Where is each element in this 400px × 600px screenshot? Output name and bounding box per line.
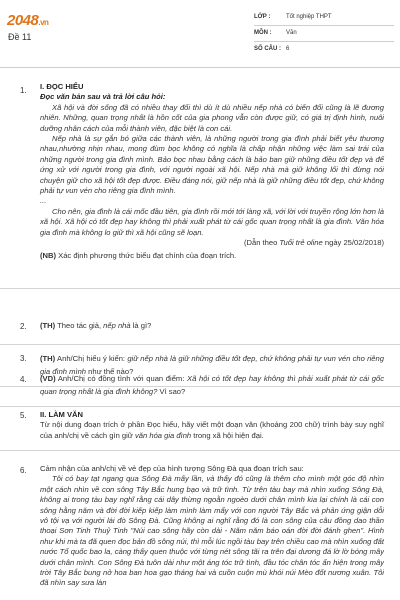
exam-code: Đề 11 <box>8 32 32 42</box>
question-divider <box>0 288 400 289</box>
section-title: II. LÀM VĂN <box>40 410 84 419</box>
divider <box>254 41 394 42</box>
passage-paragraph: Cho nên, gia đình là cái mốc đầu tiên, gia đình rồi mới tới làng xã, với lời với truyền rộng lớn hơn là xã hội. Xã hội có tốt đẹp hay không thì phải xuất phát từ cái gốc quan trọng nhất là gia đình. Văn hóa gia đình mà không lo giữ thì xã hội cũng sẽ loạn. <box>40 206 384 237</box>
instruction: Đọc văn bản sau và trả lời câu hỏi: <box>40 92 166 102</box>
question-divider <box>0 344 400 345</box>
question-divider <box>0 450 400 451</box>
question-task: (NB) Xác định phương thức biểu đạt chính của đoạn trích. <box>40 250 237 260</box>
question-number: 5. <box>20 411 27 420</box>
header-divider <box>0 67 400 68</box>
question-6 <box>40 464 384 600</box>
passage-paragraph: Xã hội và đời sống đã có nhiều thay đổi thì dù ít dù nhiều nếp nhà có biến đổi cũng là lẽ đương nhiên. Những, quan trọng nhất là hồn cốt của gia phong vẫn còn được giữ, có giá trị định hình, nuôi dưỡng nhân cách của mỗi thành viên, đặc biệt là con cái. <box>40 102 384 133</box>
divider <box>254 25 394 26</box>
site-logo[interactable]: 2048.vn <box>7 12 49 29</box>
question-number: 6. <box>20 466 27 475</box>
question-number: 1. <box>20 86 27 95</box>
question-1 <box>40 82 384 261</box>
passage-paragraph: Nếp nhà là sự gắn bó giữa các thành viên, là những người trong gia đình phải biết yêu thương nhau,nhường nhịn nhau, mong đùm bọc không có nghĩa là chấp nhận những việc làm sai trái của những người trong gia đình mình. Bảo bọc nhau bằng cách là bảo ban giữ những điều tốt đẹp và để ứng xử với người trong gia đình, với người ngoài xã hội. Nếp nhà mà giữ không lối thì đừng nói chuyện giữ cho xã hội tốt đẹp được. Điều đáng nói, giữ nếp nhà là giữ những điều tốt đẹp, chứ không phải tự vun vén cho riêng gia đình mình. <box>40 134 384 196</box>
passage-ellipsis: ... <box>40 196 47 206</box>
section-title: I. ĐỌC HIỂU <box>40 82 84 91</box>
question-4: (VD) Anh/Chị có đồng tình với quan điểm: Xã hội có tốt đẹp hay không thì phải xuất phát từ cái gốc quan trọng nhất là gia đình không? Vì sao? <box>40 374 384 396</box>
question-5: II. LÀM VĂN Từ nội dung đoạn trích ở phần Đọc hiểu, hãy viết một đoạn văn (khoảng 200 chữ) trình bày suy nghĩ của anh/chị về cách gìn giữ văn hóa gia đình trong xã hội hiện đại. <box>40 410 384 440</box>
question-number: 4. <box>20 375 27 384</box>
passage-source: (Dẫn theo Tuổi trẻ oline ngày 25/02/2018) <box>243 238 384 248</box>
question-number: 2. <box>20 322 27 331</box>
question-3: (TH) Anh/Chị hiểu ý kiến: giữ nếp nhà là giữ những điều tốt đẹp, chứ không phải tự vun vén cho riêng gia đình mình như thế nào? <box>40 354 384 376</box>
question-lead: Cảm nhận của anh/chị về vẻ đẹp của hình tượng Sông Đà qua đoạn trích sau: <box>40 464 304 473</box>
question-divider <box>0 406 400 407</box>
question-2: (TH) Theo tác giả, nếp nhà là gì? <box>40 321 152 330</box>
passage-paragraph: Tôi có bay tạt ngang qua Sông Đà mấy lần, và thấy đó cũng là thêm cho mình một góc độ nhìn một cách nhìn về con sông Tây Bắc hung bạo và trữ tình. Từ trên tàu bay mà nhìn xuống Sông Đà, không ai trong tàu bay nghĩ rằng cái dây thừng ngoằn ngoèo dưới chân mình kia lại chính là cái con sông hằng năm và đời đời kiếp kiếp làm mình làm mẩy với con người Tây Bắc và phản ứng giận dỗi vô tội vạ với người lái đò Sông Đà. Cũng không ai nghĩ rằng đó là con sông của câu đồng dao thần thoại Sơn Tinh Thuỷ Tinh "Núi cao sông hãy còn dài - Năm năm báo oán đời đời đánh ghen". Hình như khi mà ta đã quen đọc bản đồ sông núi, thì mỗi lúc ngồi tàu bay trên chiều cao mà nhìn xuống đất nước Tổ quốc bao la, càng thấy quen thuộc với từng nét sông tãi ra trên đại dương đá lờ lờ bóng mây dưới chân mình. Con Sông Đà tuôn dài như một áng tóc trữ tình, đầu tóc chân tóc ẩn hiện trong mây trời Tây Bắc bung nở hoa ban hoa gạo tháng hai và cuồn cuộn mù khói núi Mèo đốt nương xuân. Tôi đã nhìn say sưa làn <box>40 474 384 588</box>
question-number: 3. <box>20 354 27 363</box>
